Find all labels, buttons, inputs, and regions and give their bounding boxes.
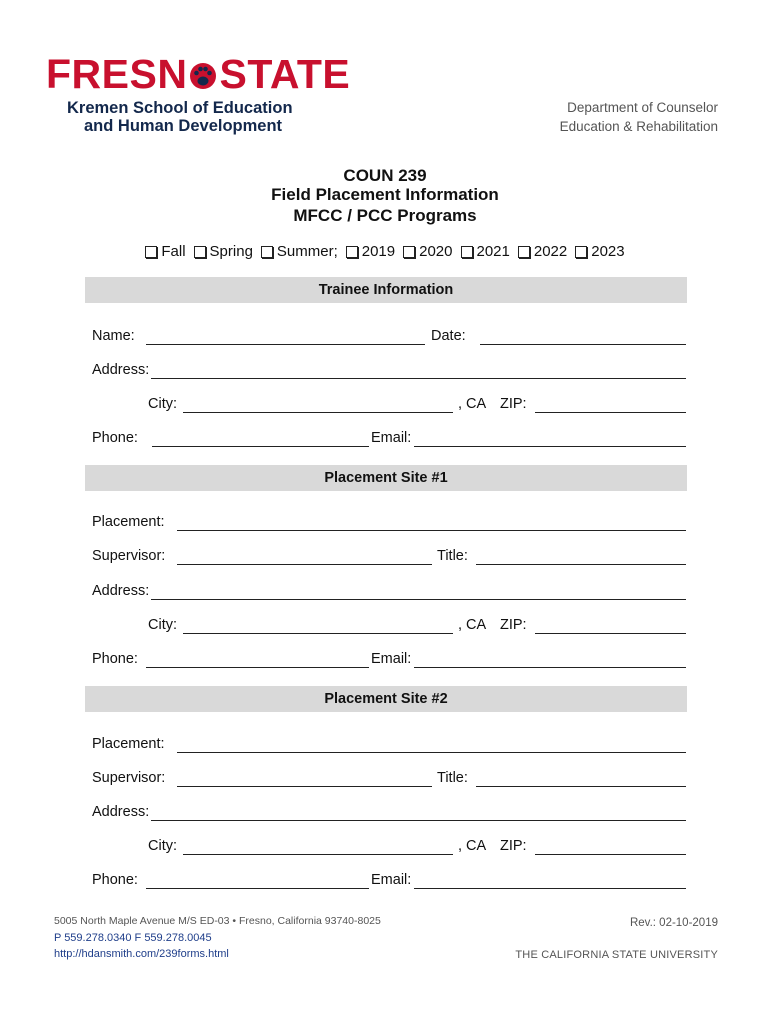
logo-word-left: FRESN [46, 51, 188, 97]
placement-label: Placement: [92, 736, 165, 752]
footer-url-link[interactable]: http://hdansmith.com/239forms.html [54, 948, 229, 960]
site1-email-field[interactable] [414, 667, 686, 668]
year-2020[interactable] [403, 243, 452, 260]
year-label: 2022 [533, 243, 568, 260]
site2-title-field[interactable] [476, 786, 686, 787]
title-label: Title: [437, 548, 468, 564]
checkbox-icon[interactable] [518, 246, 530, 258]
site2-phone-field[interactable] [146, 888, 369, 889]
date-label: Date: [431, 328, 466, 344]
csu-wordmark: THE CALIFORNIA STATE UNIVERSITY [515, 949, 718, 961]
name-field[interactable] [146, 344, 425, 345]
course-title: COUN 239 [343, 166, 427, 185]
phone-label: Phone: [92, 872, 138, 888]
form-title: Field Placement Information [271, 185, 499, 204]
term-label: Summer; [276, 243, 338, 260]
year-2021[interactable] [461, 243, 510, 260]
paw-icon [188, 58, 218, 92]
site1-city-field[interactable] [183, 633, 453, 634]
term-fall[interactable] [145, 243, 185, 260]
program-title: MFCC / PCC Programs [293, 206, 477, 225]
city-label: City: [148, 838, 177, 854]
department-line1: Department of Counselor [567, 100, 718, 115]
site1-supervisor-field[interactable] [177, 564, 432, 565]
email-label: Email: [371, 651, 412, 667]
address-field[interactable] [151, 378, 686, 379]
department-line2: Education & Rehabilitation [559, 119, 718, 134]
year-label: 2021 [476, 243, 510, 260]
term-summer[interactable] [261, 243, 338, 260]
zip-field[interactable] [535, 412, 686, 413]
site1-placement-field[interactable] [177, 530, 686, 531]
logo-subtitle-line1: Kremen School of Education [67, 99, 293, 117]
section-placement-site-1: Placement Site #1 [85, 465, 687, 491]
checkbox-icon[interactable] [194, 246, 206, 258]
checkbox-icon[interactable] [403, 246, 415, 258]
phone-field[interactable] [152, 446, 369, 447]
address-label: Address: [92, 804, 150, 820]
title-label: Title: [437, 770, 468, 786]
year-label: 2023 [591, 243, 625, 260]
footer-phone-fax: P 559.278.0340 F 559.278.0045 [54, 932, 212, 944]
site2-email-field[interactable] [414, 888, 686, 889]
site2-zip-field[interactable] [535, 854, 686, 855]
year-label: 2019 [361, 243, 396, 260]
address-label: Address: [92, 362, 150, 378]
site1-zip-field[interactable] [535, 633, 686, 634]
revision-date: Rev.: 02-10-2019 [629, 917, 718, 929]
checkbox-icon[interactable] [145, 246, 157, 258]
site2-supervisor-field[interactable] [177, 786, 432, 787]
logo-word-right: STATE [219, 51, 351, 97]
checkbox-icon[interactable] [575, 246, 587, 258]
year-2022[interactable] [518, 243, 567, 260]
year-label: 2020 [419, 243, 453, 260]
site2-city-field[interactable] [183, 854, 453, 855]
state-label: , CA [458, 617, 487, 633]
section-placement-site-2: Placement Site #2 [85, 686, 687, 712]
supervisor-label: Supervisor: [92, 770, 166, 786]
year-2023[interactable] [575, 243, 624, 260]
date-field[interactable] [480, 344, 686, 345]
city-label: City: [148, 396, 177, 412]
phone-label: Phone: [92, 651, 138, 667]
phone-label: Phone: [92, 430, 138, 446]
term-label: Spring [209, 243, 253, 260]
site1-title-field[interactable] [476, 564, 686, 565]
term-checkbox-row [0, 243, 770, 260]
site1-address-field[interactable] [151, 599, 686, 600]
logo-subtitle-line2: and Human Development [84, 117, 283, 135]
city-label: City: [148, 617, 177, 633]
term-spring[interactable] [194, 243, 253, 260]
state-label: , CA [458, 838, 487, 854]
checkbox-icon[interactable] [261, 246, 273, 258]
placement-label: Placement: [92, 514, 165, 530]
state-label: , CA [458, 396, 487, 412]
section-trainee-information: Trainee Information [85, 277, 687, 303]
site1-phone-field[interactable] [146, 667, 369, 668]
site2-placement-field[interactable] [177, 752, 686, 753]
checkbox-icon[interactable] [346, 246, 358, 258]
email-label: Email: [371, 430, 412, 446]
fresno-state-logo [46, 51, 351, 97]
address-label: Address: [92, 583, 150, 599]
zip-label: ZIP: [500, 396, 527, 412]
footer-address: 5005 North Maple Avenue M/S ED-03 • Fresno, California 93740-8025 [54, 915, 381, 927]
zip-label: ZIP: [500, 838, 527, 854]
term-label: Fall [161, 243, 186, 260]
zip-label: ZIP: [500, 617, 527, 633]
supervisor-label: Supervisor: [92, 548, 166, 564]
name-label: Name: [92, 328, 135, 344]
site2-address-field[interactable] [151, 820, 686, 821]
checkbox-icon[interactable] [461, 246, 473, 258]
city-field[interactable] [183, 412, 453, 413]
email-label: Email: [371, 872, 412, 888]
email-field[interactable] [414, 446, 686, 447]
year-2019[interactable] [346, 243, 395, 260]
